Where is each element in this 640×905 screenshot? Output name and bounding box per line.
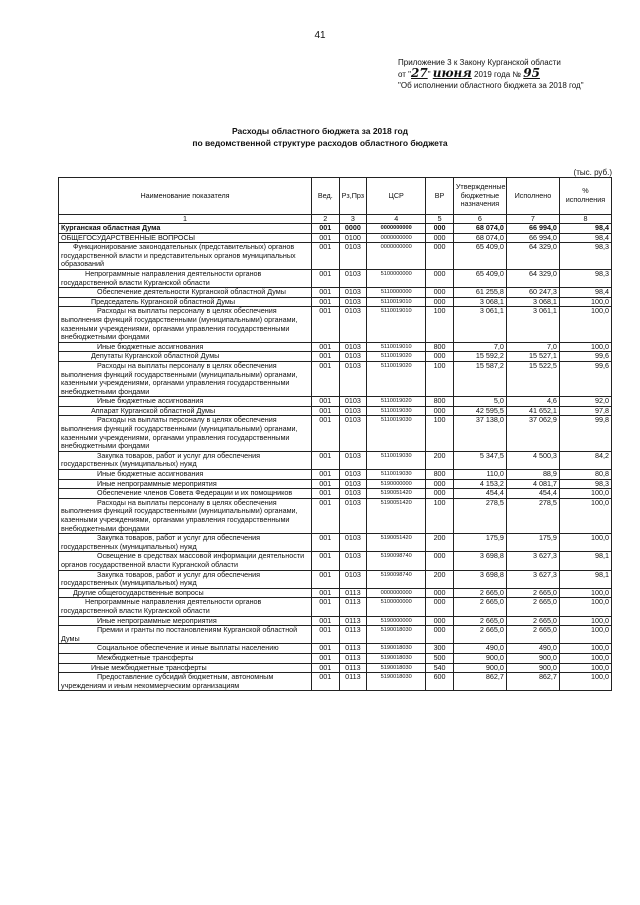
- row-fact: 175,9: [506, 534, 559, 552]
- row-csr: 5190018030: [367, 673, 426, 691]
- table-row: [59, 588, 612, 598]
- row-pct: 98,3: [559, 243, 611, 270]
- row-vr: 540: [426, 663, 454, 673]
- row-rz: 0103: [339, 243, 367, 270]
- row-plan: 3 698,8: [453, 570, 506, 588]
- row-name: Иные бюджетные ассигнования: [59, 470, 312, 480]
- column-number-row: [59, 215, 612, 224]
- row-fact: 2 665,0: [506, 626, 559, 644]
- row-vr: 100: [426, 498, 454, 533]
- row-name: Иные непрограммные мероприятия: [59, 479, 312, 489]
- row-rz: 0103: [339, 406, 367, 416]
- row-csr: 5100000000: [367, 598, 426, 616]
- row-plan: 2 665,0: [453, 588, 506, 598]
- row-name: ОБЩЕГОСУДАРСТВЕННЫЕ ВОПРОСЫ: [59, 233, 312, 243]
- row-name: Межбюджетные трансферты: [59, 653, 312, 663]
- row-csr: 5190051420: [367, 489, 426, 499]
- row-ved: 001: [312, 663, 340, 673]
- row-vr: 000: [426, 233, 454, 243]
- row-vr: 000: [426, 269, 454, 287]
- row-pct: 80,8: [559, 470, 611, 480]
- table-row: [59, 361, 612, 396]
- row-fact: 3 068,1: [506, 297, 559, 307]
- row-ved: 001: [312, 224, 340, 234]
- row-pct: 100,0: [559, 307, 611, 342]
- row-fact: 66 994,0: [506, 224, 559, 234]
- row-fact: 15 527,1: [506, 352, 559, 362]
- row-fact: 862,7: [506, 673, 559, 691]
- row-fact: 64 329,0: [506, 269, 559, 287]
- row-csr: 5110019020: [367, 352, 426, 362]
- row-vr: 000: [426, 288, 454, 298]
- row-csr: 5110019010: [367, 297, 426, 307]
- row-pct: 100,0: [559, 489, 611, 499]
- appendix-line3: "Об исполнении областного бюджета за 2018 год": [398, 81, 584, 90]
- colnum-7: 7: [506, 215, 559, 224]
- appendix-year: 2019 года №: [471, 70, 521, 79]
- table-row: [59, 470, 612, 480]
- row-csr: 5110019010: [367, 342, 426, 352]
- row-rz: 0103: [339, 489, 367, 499]
- row-pct: 100,0: [559, 498, 611, 533]
- row-vr: 000: [426, 552, 454, 570]
- row-rz: 0103: [339, 342, 367, 352]
- table-row: [59, 352, 612, 362]
- row-plan: 15 587,2: [453, 361, 506, 396]
- row-fact: 88,9: [506, 470, 559, 480]
- row-ved: 001: [312, 498, 340, 533]
- row-pct: 100,0: [559, 616, 611, 626]
- table-row: [59, 269, 612, 287]
- row-ved: 001: [312, 534, 340, 552]
- row-ved: 001: [312, 288, 340, 298]
- table-row: [59, 498, 612, 533]
- row-plan: 7,0: [453, 342, 506, 352]
- row-plan: 2 665,0: [453, 616, 506, 626]
- row-rz: 0103: [339, 451, 367, 469]
- row-pct: 98,4: [559, 224, 611, 234]
- row-ved: 001: [312, 653, 340, 663]
- row-rz: 0100: [339, 233, 367, 243]
- row-ved: 001: [312, 479, 340, 489]
- row-pct: 100,0: [559, 626, 611, 644]
- row-fact: 2 665,0: [506, 598, 559, 616]
- row-vr: 000: [426, 406, 454, 416]
- row-name: Иные бюджетные ассигнования: [59, 397, 312, 407]
- row-plan: 3 698,8: [453, 552, 506, 570]
- row-fact: 4 081,7: [506, 479, 559, 489]
- row-vr: 800: [426, 470, 454, 480]
- row-pct: 100,0: [559, 297, 611, 307]
- table-row: [59, 644, 612, 654]
- row-name: Социальное обеспечение и иные выплаты населению: [59, 644, 312, 654]
- colnum-8: 8: [559, 215, 611, 224]
- row-csr: 0000000000: [367, 243, 426, 270]
- row-vr: 000: [426, 489, 454, 499]
- table-row: [59, 489, 612, 499]
- table-row: [59, 451, 612, 469]
- row-name: Непрограммные направления деятельности органов государственной власти Курганской области: [59, 269, 312, 287]
- row-fact: 2 665,0: [506, 616, 559, 626]
- row-pct: 98,4: [559, 288, 611, 298]
- row-plan: 2 665,0: [453, 598, 506, 616]
- header-ved: Вед.: [312, 178, 340, 215]
- row-vr: 000: [426, 588, 454, 598]
- row-ved: 001: [312, 626, 340, 644]
- row-pct: 100,0: [559, 342, 611, 352]
- row-rz: 0103: [339, 397, 367, 407]
- row-fact: 900,0: [506, 663, 559, 673]
- row-name: Обеспечение членов Совета Федерации и их помощников: [59, 489, 312, 499]
- row-csr: 0000000000: [367, 233, 426, 243]
- row-pct: 98,1: [559, 552, 611, 570]
- row-vr: 000: [426, 626, 454, 644]
- row-vr: 000: [426, 297, 454, 307]
- row-vr: 000: [426, 352, 454, 362]
- expenses-table: [58, 177, 612, 691]
- row-plan: 278,5: [453, 498, 506, 533]
- header-rz: Рз,Прз: [339, 178, 367, 215]
- row-csr: 5190018030: [367, 663, 426, 673]
- table-row: [59, 297, 612, 307]
- row-csr: 5190018030: [367, 644, 426, 654]
- row-csr: 5190018030: [367, 626, 426, 644]
- colnum-5: 5: [426, 215, 454, 224]
- row-csr: 5110019030: [367, 406, 426, 416]
- row-plan: 68 074,0: [453, 224, 506, 234]
- row-pct: 100,0: [559, 673, 611, 691]
- row-plan: 5,0: [453, 397, 506, 407]
- row-plan: 3 068,1: [453, 297, 506, 307]
- row-plan: 110,0: [453, 470, 506, 480]
- row-pct: 100,0: [559, 534, 611, 552]
- colnum-2: 2: [312, 215, 340, 224]
- row-plan: 900,0: [453, 663, 506, 673]
- appendix-line2: [398, 68, 634, 80]
- row-pct: 100,0: [559, 653, 611, 663]
- row-pct: 98,3: [559, 479, 611, 489]
- row-fact: 37 062,9: [506, 416, 559, 451]
- row-vr: 200: [426, 534, 454, 552]
- row-rz: 0103: [339, 470, 367, 480]
- row-fact: 4,6: [506, 397, 559, 407]
- table-row: [59, 552, 612, 570]
- row-ved: 001: [312, 470, 340, 480]
- row-fact: 2 665,0: [506, 588, 559, 598]
- appendix-header: [398, 57, 634, 91]
- row-csr: 5190018030: [367, 653, 426, 663]
- row-plan: 454,4: [453, 489, 506, 499]
- table-row: [59, 626, 612, 644]
- row-rz: 0113: [339, 616, 367, 626]
- row-fact: 490,0: [506, 644, 559, 654]
- row-rz: 0103: [339, 352, 367, 362]
- row-vr: 000: [426, 616, 454, 626]
- row-ved: 001: [312, 361, 340, 396]
- row-ved: 001: [312, 297, 340, 307]
- row-name: Председатель Курганской областной Думы: [59, 297, 312, 307]
- appendix-number: 95: [523, 66, 540, 80]
- table-row: [59, 406, 612, 416]
- row-fact: 4 500,3: [506, 451, 559, 469]
- row-rz: 0113: [339, 663, 367, 673]
- header-fact: Исполнено: [506, 178, 559, 215]
- row-pct: 100,0: [559, 663, 611, 673]
- row-name: Обеспечение деятельности Курганской областной Думы: [59, 288, 312, 298]
- row-pct: 97,8: [559, 406, 611, 416]
- colnum-4: 4: [367, 215, 426, 224]
- row-pct: 98,1: [559, 570, 611, 588]
- table-row: [59, 570, 612, 588]
- table-header-row: [59, 178, 612, 215]
- row-ved: 001: [312, 352, 340, 362]
- row-vr: 600: [426, 673, 454, 691]
- row-ved: 001: [312, 588, 340, 598]
- table-row: [59, 224, 612, 234]
- page-number: 41: [314, 30, 326, 41]
- row-fact: 3 061,1: [506, 307, 559, 342]
- table-row: [59, 534, 612, 552]
- table-row: [59, 479, 612, 489]
- row-rz: 0103: [339, 479, 367, 489]
- row-ved: 001: [312, 416, 340, 451]
- row-csr: 5190000000: [367, 479, 426, 489]
- row-csr: 5100000000: [367, 269, 426, 287]
- row-ved: 001: [312, 489, 340, 499]
- table-row: [59, 673, 612, 691]
- row-rz: 0103: [339, 269, 367, 287]
- row-fact: 900,0: [506, 653, 559, 663]
- row-csr: 5110019030: [367, 416, 426, 451]
- row-plan: 65 409,0: [453, 269, 506, 287]
- row-ved: 001: [312, 233, 340, 243]
- row-pct: 98,4: [559, 233, 611, 243]
- row-name: Расходы на выплаты персоналу в целях обеспечения выполнения функций государственными (муниципальными) органами, казенными учреждениями, органами управления государственными внебюджетными фондами: [59, 498, 312, 533]
- row-name: Иные бюджетные ассигнования: [59, 342, 312, 352]
- row-pct: 92,0: [559, 397, 611, 407]
- table-row: [59, 288, 612, 298]
- units-label: (тыс. руб.): [573, 168, 612, 177]
- title-line1: Расходы областного бюджета за 2018 год: [231, 126, 409, 136]
- row-plan: 68 074,0: [453, 233, 506, 243]
- header-pct: % исполнения: [559, 178, 611, 215]
- row-fact: 41 652,1: [506, 406, 559, 416]
- row-plan: 900,0: [453, 653, 506, 663]
- row-name: Расходы на выплаты персоналу в целях обеспечения выполнения функций государственными (муниципальными) органами, казенными учреждениями, органами управления государственными внебюджетными фондами: [59, 361, 312, 396]
- row-plan: 65 409,0: [453, 243, 506, 270]
- row-ved: 001: [312, 269, 340, 287]
- row-plan: 2 665,0: [453, 626, 506, 644]
- row-fact: 64 329,0: [506, 243, 559, 270]
- row-name: Другие общегосударственные вопросы: [59, 588, 312, 598]
- row-vr: 000: [426, 598, 454, 616]
- row-plan: 61 255,8: [453, 288, 506, 298]
- row-vr: 800: [426, 397, 454, 407]
- row-ved: 001: [312, 598, 340, 616]
- row-name: Курганская областная Дума: [59, 224, 312, 234]
- row-pct: 100,0: [559, 644, 611, 654]
- row-rz: 0103: [339, 498, 367, 533]
- row-rz: 0103: [339, 552, 367, 570]
- row-name: Расходы на выплаты персоналу в целях обеспечения выполнения функций государственными (муниципальными) органами, казенными учреждениями, органами управления государственными внебюджетными фондами: [59, 416, 312, 451]
- row-pct: 100,0: [559, 588, 611, 598]
- table-row: [59, 616, 612, 626]
- row-vr: 100: [426, 361, 454, 396]
- row-ved: 001: [312, 570, 340, 588]
- row-ved: 001: [312, 644, 340, 654]
- row-csr: 5110019030: [367, 470, 426, 480]
- header-name: Наименование показателя: [59, 178, 312, 215]
- appendix-date-mid: ": [427, 70, 433, 79]
- row-rz: 0103: [339, 534, 367, 552]
- row-name: Депутаты Курганской областной Думы: [59, 352, 312, 362]
- row-plan: 37 138,0: [453, 416, 506, 451]
- row-ved: 001: [312, 342, 340, 352]
- row-vr: 500: [426, 653, 454, 663]
- row-rz: 0113: [339, 673, 367, 691]
- row-csr: 0000000000: [367, 588, 426, 598]
- table-body: [59, 224, 612, 691]
- row-rz: 0103: [339, 297, 367, 307]
- row-csr: 5110019010: [367, 307, 426, 342]
- row-name: Закупка товаров, работ и услуг для обеспечения государственных (муниципальных) нужд: [59, 451, 312, 469]
- row-rz: 0113: [339, 626, 367, 644]
- appendix-day: 27: [411, 66, 428, 80]
- row-rz: 0103: [339, 307, 367, 342]
- row-fact: 3 627,3: [506, 552, 559, 570]
- row-vr: 200: [426, 570, 454, 588]
- row-fact: 454,4: [506, 489, 559, 499]
- table-row: [59, 243, 612, 270]
- row-name: Закупка товаров, работ и услуг для обеспечения государственных (муниципальных) нужд: [59, 570, 312, 588]
- row-plan: 175,9: [453, 534, 506, 552]
- colnum-3: 3: [339, 215, 367, 224]
- row-csr: 5110019020: [367, 397, 426, 407]
- row-plan: 15 592,2: [453, 352, 506, 362]
- row-plan: 5 347,5: [453, 451, 506, 469]
- colnum-6: 6: [453, 215, 506, 224]
- document-title: [60, 125, 580, 149]
- row-name: Освещение в средствах массовой информации деятельности органов государственной власти Курганской области: [59, 552, 312, 570]
- row-pct: 84,2: [559, 451, 611, 469]
- row-vr: 100: [426, 307, 454, 342]
- row-csr: 5190098740: [367, 552, 426, 570]
- row-csr: 5190000000: [367, 616, 426, 626]
- row-csr: 5110019020: [367, 361, 426, 396]
- row-name: Премии и гранты по постановлениям Курганской областной Думы: [59, 626, 312, 644]
- row-csr: 5190051420: [367, 498, 426, 533]
- row-rz: 0103: [339, 416, 367, 451]
- row-csr: 5110000000: [367, 288, 426, 298]
- row-name: Иные непрограммные мероприятия: [59, 616, 312, 626]
- row-name: Расходы на выплаты персоналу в целях обеспечения выполнения функций государственными (муниципальными) органами, казенными учреждениями, органами управления государственными внебюджетными фондами: [59, 307, 312, 342]
- row-name: Закупка товаров, работ и услуг для обеспечения государственных (муниципальных) нужд: [59, 534, 312, 552]
- row-fact: 7,0: [506, 342, 559, 352]
- table-row: [59, 397, 612, 407]
- row-rz: 0103: [339, 361, 367, 396]
- row-ved: 001: [312, 406, 340, 416]
- row-ved: 001: [312, 397, 340, 407]
- table-row: [59, 342, 612, 352]
- row-csr: 0000000000: [367, 224, 426, 234]
- row-pct: 99,6: [559, 361, 611, 396]
- row-ved: 001: [312, 673, 340, 691]
- row-name: Аппарат Курганской областной Думы: [59, 406, 312, 416]
- row-rz: 0000: [339, 224, 367, 234]
- row-name: Предоставление субсидий бюджетным, автономным учреждениям и иным некоммерческим организациям: [59, 673, 312, 691]
- row-ved: 001: [312, 307, 340, 342]
- row-ved: 001: [312, 616, 340, 626]
- row-name: Иные межбюджетные трансферты: [59, 663, 312, 673]
- row-plan: 42 595,5: [453, 406, 506, 416]
- row-csr: 5190051420: [367, 534, 426, 552]
- appendix-line1: Приложение 3 к Закону Курганской области: [398, 58, 561, 67]
- row-vr: 800: [426, 342, 454, 352]
- row-pct: 100,0: [559, 598, 611, 616]
- row-plan: 3 061,1: [453, 307, 506, 342]
- header-vr: ВР: [426, 178, 454, 215]
- row-vr: 200: [426, 451, 454, 469]
- row-plan: 4 153,2: [453, 479, 506, 489]
- row-fact: 60 247,3: [506, 288, 559, 298]
- table-row: [59, 653, 612, 663]
- row-fact: 15 522,5: [506, 361, 559, 396]
- table-row: [59, 307, 612, 342]
- row-rz: 0113: [339, 598, 367, 616]
- title-line2: по ведомственной структуре расходов областного бюджета: [192, 138, 448, 148]
- row-pct: 99,8: [559, 416, 611, 451]
- row-plan: 490,0: [453, 644, 506, 654]
- row-vr: 000: [426, 243, 454, 270]
- row-pct: 98,3: [559, 269, 611, 287]
- appendix-date-prefix: от ": [398, 70, 411, 79]
- row-name: Функционирование законодательных (представительных) органов государственной власти и представительных органов муниципальных образований: [59, 243, 312, 270]
- row-rz: 0103: [339, 570, 367, 588]
- table-row: [59, 598, 612, 616]
- header-csr: ЦСР: [367, 178, 426, 215]
- row-rz: 0113: [339, 644, 367, 654]
- appendix-month: июня: [432, 66, 472, 80]
- colnum-1: 1: [59, 215, 312, 224]
- row-plan: 862,7: [453, 673, 506, 691]
- row-csr: 5190098740: [367, 570, 426, 588]
- table-row: [59, 416, 612, 451]
- row-ved: 001: [312, 552, 340, 570]
- row-vr: 100: [426, 416, 454, 451]
- row-rz: 0103: [339, 288, 367, 298]
- row-vr: 000: [426, 224, 454, 234]
- table-row: [59, 663, 612, 673]
- header-plan: Утвержденные бюджетные назначения: [453, 178, 506, 215]
- row-name: Непрограммные направления деятельности органов государственной власти Курганской области: [59, 598, 312, 616]
- row-csr: 5110019030: [367, 451, 426, 469]
- row-vr: 300: [426, 644, 454, 654]
- row-fact: 3 627,3: [506, 570, 559, 588]
- row-rz: 0113: [339, 653, 367, 663]
- row-pct: 99,6: [559, 352, 611, 362]
- table-row: [59, 233, 612, 243]
- row-ved: 001: [312, 243, 340, 270]
- row-fact: 66 994,0: [506, 233, 559, 243]
- row-rz: 0113: [339, 588, 367, 598]
- row-ved: 001: [312, 451, 340, 469]
- row-fact: 278,5: [506, 498, 559, 533]
- row-vr: 000: [426, 479, 454, 489]
